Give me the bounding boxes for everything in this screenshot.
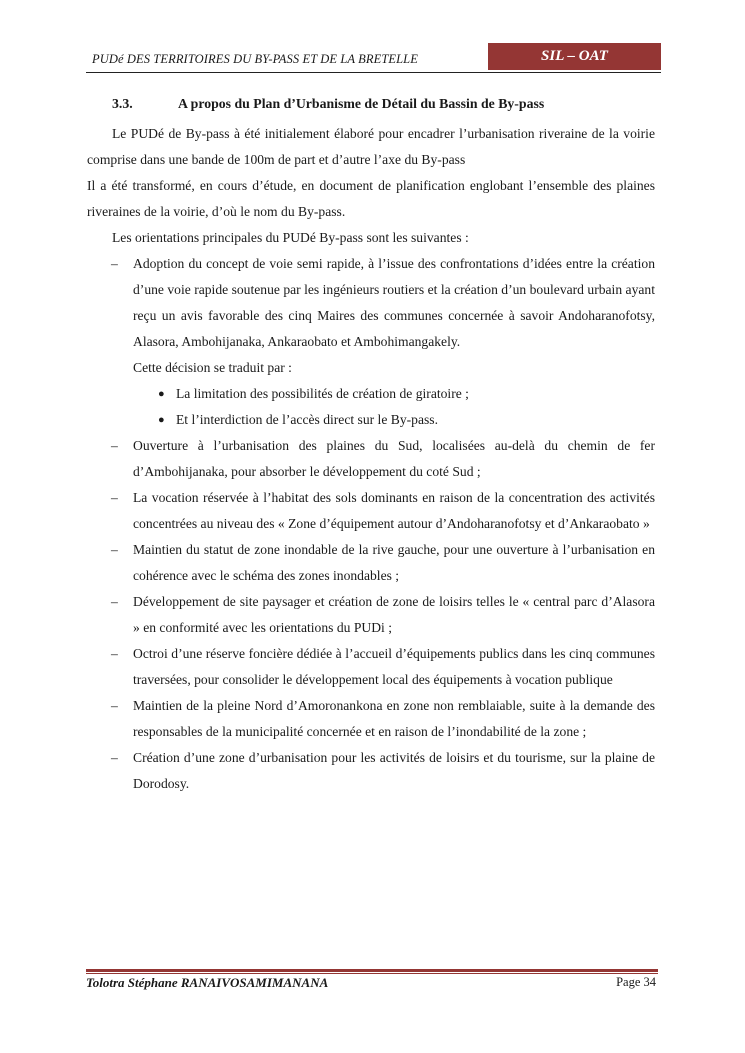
- list-item-text: Maintien de la pleine Nord d’Amoronankona en zone non remblaiable, suite à la demande des responsables de la municipalité concernée et en raison de l’inondabilité de la zone ;: [133, 698, 655, 739]
- page-body: [87, 82, 655, 797]
- header-title: PUDé DES TERRITOIRES DU BY-PASS ET DE LA BRETELLE: [92, 52, 418, 66]
- dash-marker: –: [111, 542, 118, 557]
- footer-rule-thin: [86, 973, 658, 974]
- dash-marker: –: [111, 594, 118, 609]
- bullet-text: La limitation des possibilités de création de giratoire ;: [176, 386, 469, 401]
- list-item-text: Octroi d’une réserve foncière dédiée à l’accueil d’équipements publics dans les cinq communes traversées, pour consolider le développement local des équipements à vocation publique: [133, 646, 655, 687]
- bullet-item: [156, 381, 655, 407]
- dash-marker: –: [111, 698, 118, 713]
- dash-marker: –: [111, 256, 118, 271]
- paragraph-orientations-intro: Les orientations principales du PUDé By-pass sont les suivantes :: [112, 230, 469, 245]
- list-item-text: La vocation réservée à l’habitat des sols dominants en raison de la concentration des activités concentrées au niveau des « Zone d’équipement autour d’Andoharanofotsy et d’Ankaraobato »: [133, 490, 655, 531]
- section-title: A propos du Plan d’Urbanisme de Détail du Bassin de By-pass: [178, 96, 545, 111]
- bullet-icon: ●: [158, 388, 165, 400]
- list-item-text: Maintien du statut de zone inondable de la rive gauche, pour une ouverture à l’urbanisation en cohérence avec le schéma des zones inondables ;: [133, 542, 655, 583]
- footer-rule-thick: [86, 969, 658, 972]
- dash-marker: –: [111, 438, 118, 453]
- section-heading: [87, 91, 655, 117]
- page-number: Page 34: [616, 975, 656, 989]
- list-item: [87, 485, 655, 537]
- list-item-text: Adoption du concept de voie semi rapide, à l’issue des confrontations d’idées entre la création d’une voie rapide soutenue par les ingénieurs routiers et la création d’un boulevard urbain ayant reçu un avis favorable des cinq Maires des communes concernée à savoir Andoharanofotsy, Alasora, Ambohijanaka, Ankaraobato et Ambohimangakely.: [133, 256, 655, 349]
- dash-marker: –: [111, 750, 118, 765]
- bullet-item: [156, 407, 655, 433]
- list-item-text: Ouverture à l’urbanisation des plaines du Sud, localisées au-delà du chemin de fer d’Ambohijanaka, pour absorber le développement du coté Sud ;: [133, 438, 655, 479]
- bullet-text: Et l’interdiction de l’accès direct sur le By-pass.: [176, 412, 438, 427]
- paragraph-intro: Le PUDé de By-pass à été initialement élaboré pour encadrer l’urbanisation riveraine de la voirie comprise dans une bande de 100m de part et d’autre l’axe du By-pass: [87, 126, 655, 167]
- paragraph-transformation: Il a été transformé, en cours d’étude, en document de planification englobant l’ensemble des plaines riveraines de la voirie, d’où le nom du By-pass.: [87, 178, 655, 219]
- list-item: [87, 251, 655, 433]
- list-item: [87, 693, 655, 745]
- page-header: [86, 40, 661, 72]
- list-item: [87, 641, 655, 693]
- list-item: [87, 433, 655, 485]
- dash-marker: –: [111, 646, 118, 661]
- dash-marker: –: [111, 490, 118, 505]
- footer-author: Tolotra Stéphane RANAIVOSAMIMANANA: [86, 975, 329, 990]
- list-item: [87, 745, 655, 797]
- bullet-list: [133, 381, 655, 433]
- sub-intro: Cette décision se traduit par :: [133, 360, 292, 375]
- orientations-list: [87, 251, 655, 797]
- list-item-text: Création d’une zone d’urbanisation pour les activités de loisirs et du tourisme, sur la plaine de Dorodosy.: [133, 750, 655, 791]
- header-badge: SIL – OAT: [488, 43, 661, 70]
- list-item: [87, 537, 655, 589]
- list-item-text: Développement de site paysager et création de zone de loisirs telles le « central parc d’Alasora » en conformité avec les orientations du PUDi ;: [133, 594, 655, 635]
- section-number: 3.3.: [112, 96, 133, 111]
- list-item: [87, 589, 655, 641]
- bullet-icon: ●: [158, 414, 165, 426]
- header-rule: [86, 72, 661, 73]
